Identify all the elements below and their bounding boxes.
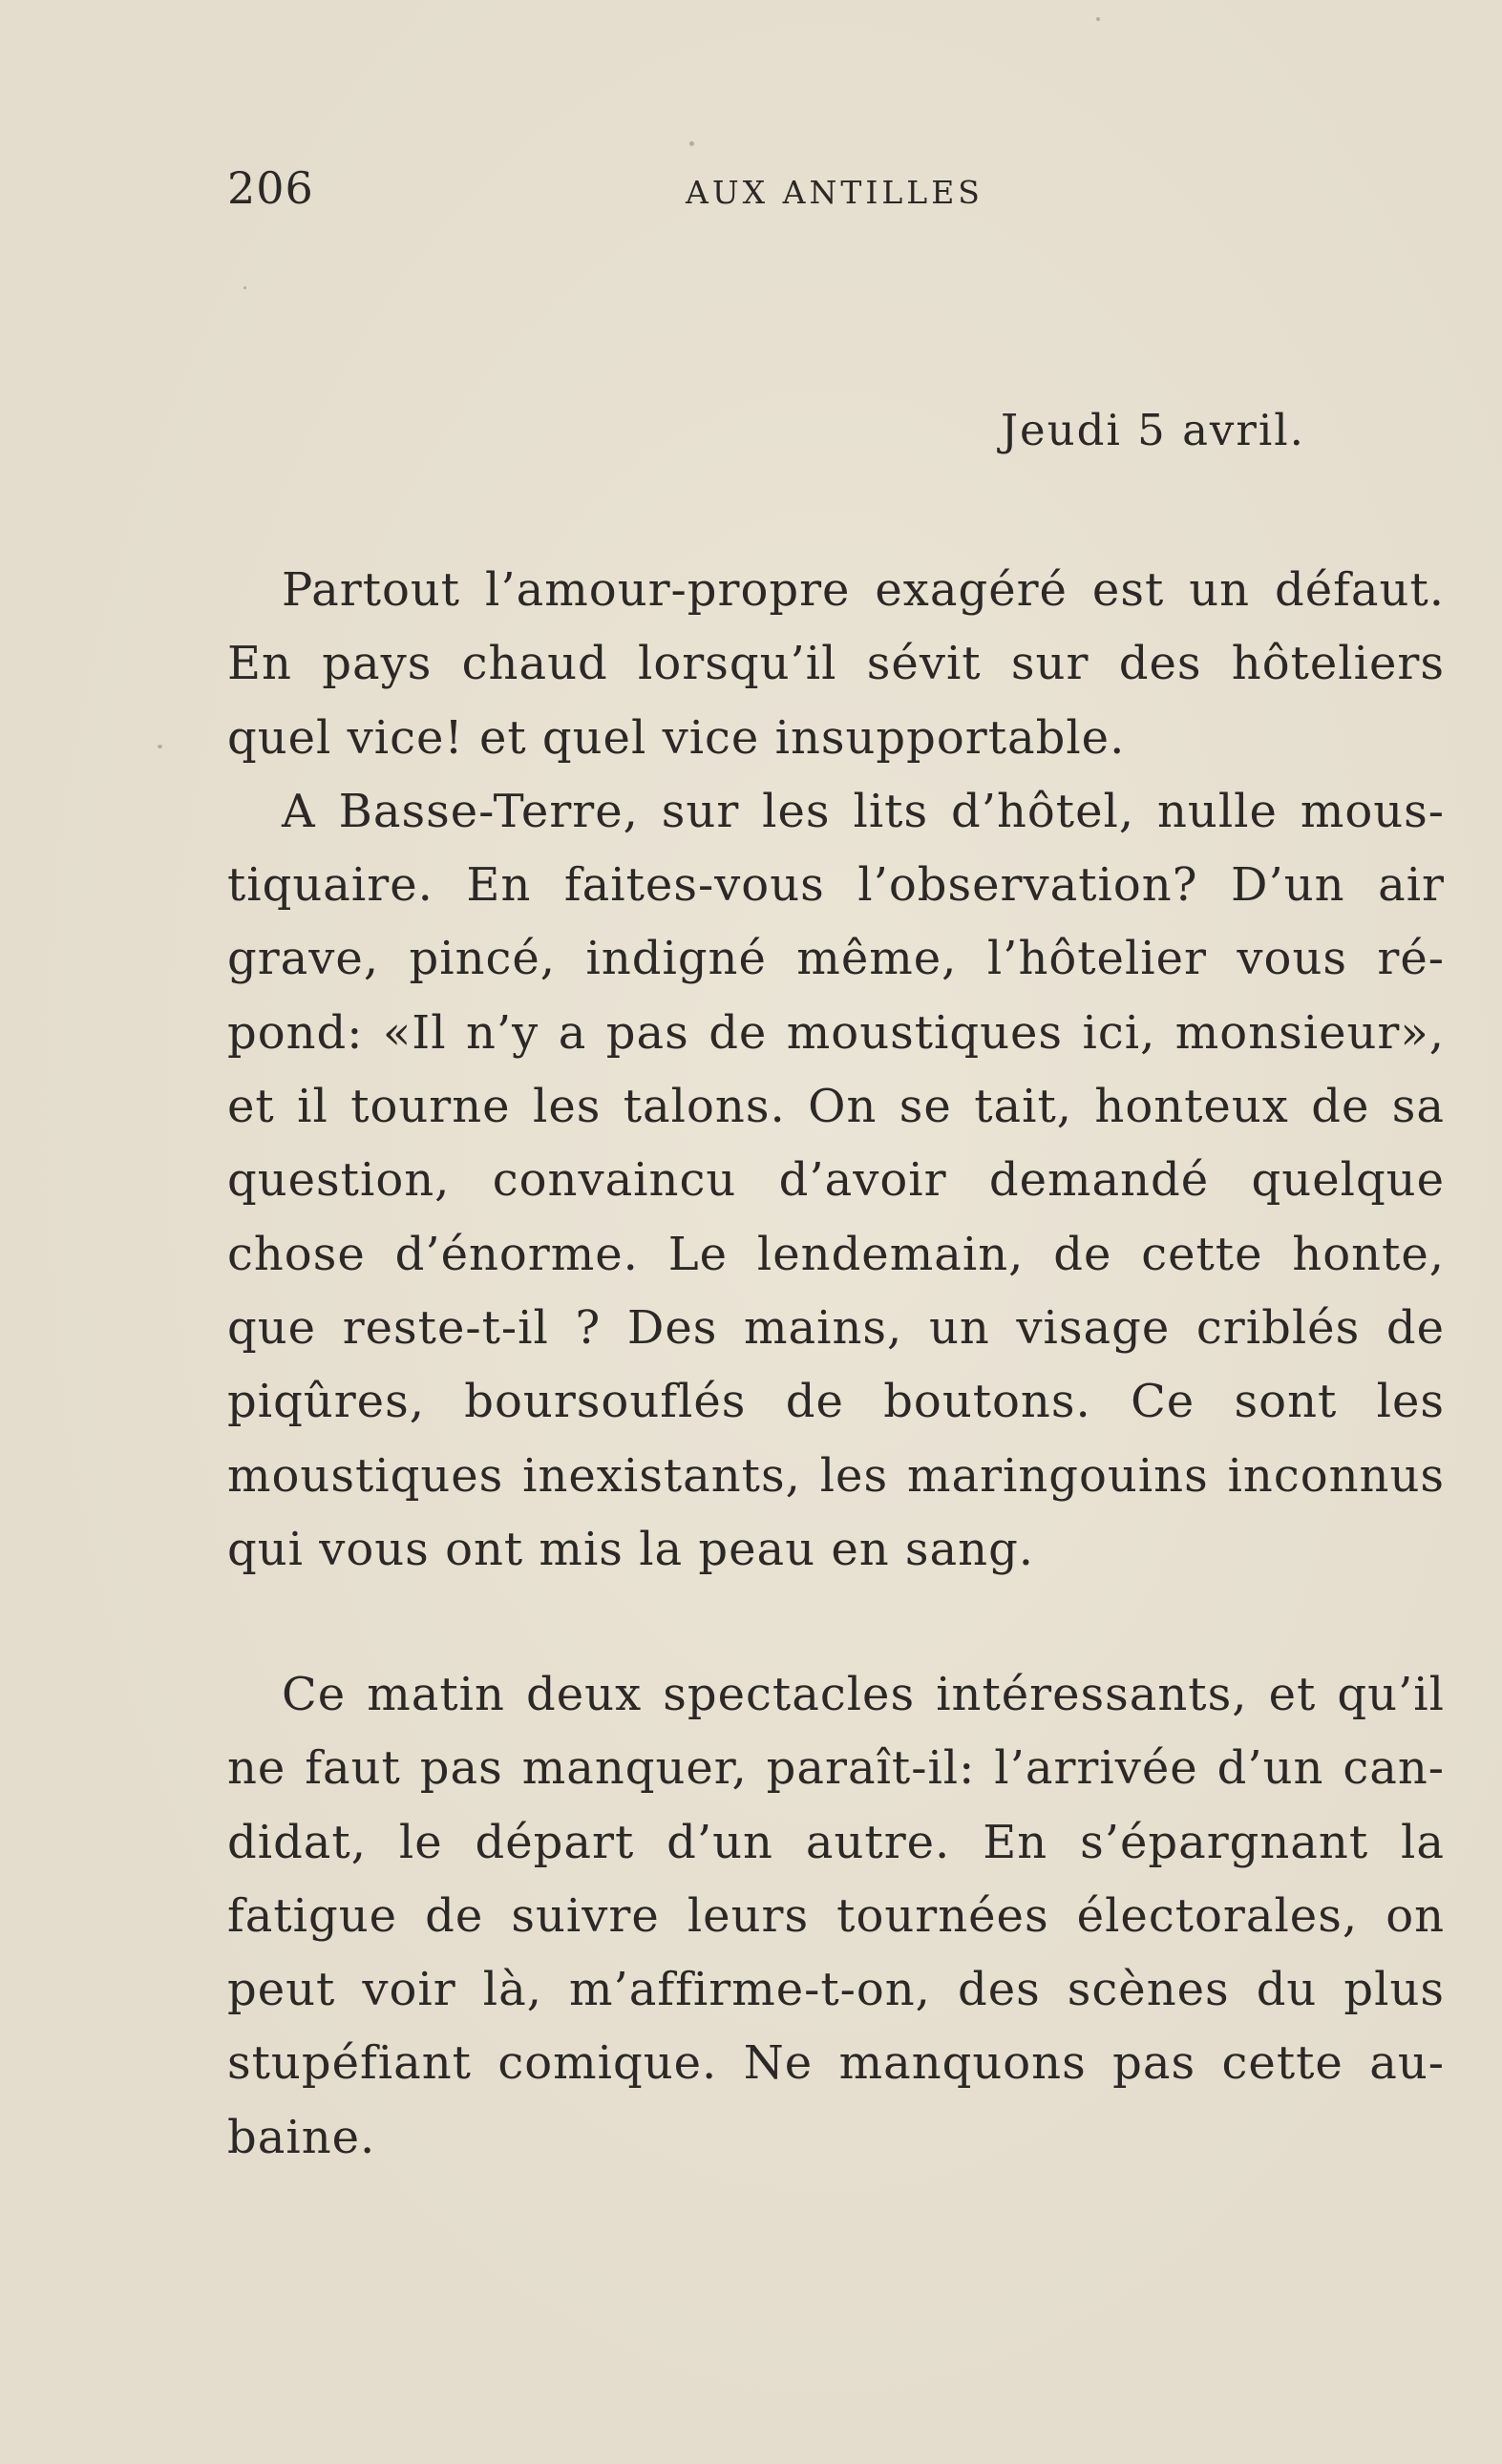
text-line: piqûres, boursouflés de boutons. Ce sont les	[227, 1375, 1445, 1429]
paper-speck	[689, 141, 694, 146]
text-line: Ce matin deux spectacles intéressants, et qu’il	[282, 1668, 1445, 1721]
text-line: Partout l’amour-propre exagéré est un défaut.	[282, 563, 1445, 617]
text-line: ne faut pas manquer, paraît-il: l’arrivée d’un can-	[227, 1741, 1445, 1796]
text-line: moustiques inexistants, les maringouins inconnus	[227, 1448, 1445, 1503]
text-line: stupéfiant comique. Ne manquons pas cette au-	[227, 2036, 1445, 2091]
text-line: baine.	[227, 2110, 376, 2164]
paper-speck	[1096, 17, 1100, 21]
text-line: question, convaincu d’avoir demandé quelque	[227, 1153, 1445, 1208]
text-line: qui vous ont mis la peau en sang.	[227, 1522, 1035, 1576]
dateline: Jeudi 5 avril.	[1001, 405, 1305, 455]
text-line: A Basse-Terre, sur les lits d’hôtel, nulle mous-	[282, 784, 1445, 838]
text-line: quel vice! et quel vice insupportable.	[227, 710, 1126, 765]
text-line: pond: «Il n’y a pas de moustiques ici, monsieur»,	[227, 1005, 1445, 1060]
text-line: chose d’énorme. Le lendemain, de cette honte,	[227, 1227, 1445, 1281]
text-line: que reste-t-il ? Des mains, un visage criblés de	[227, 1300, 1445, 1355]
text-line: fatigue de suivre leurs tournées électorales, on	[227, 1888, 1445, 1943]
running-title: AUX ANTILLES	[686, 174, 984, 211]
text-line: En pays chaud lorsqu’il sévit sur des hôteliers	[227, 637, 1445, 691]
paragraph-1	[227, 554, 1445, 1587]
page-number: 206	[227, 162, 314, 214]
text-line: peut voir là, m’affirme-t-on, des scènes du plus	[227, 1963, 1445, 2017]
running-head	[227, 162, 1289, 220]
text-line: grave, pincé, indigné même, l’hôtelier vous ré-	[227, 932, 1445, 986]
paper-speck	[158, 745, 162, 748]
text-line: tiquaire. En faites-vous l’observation? D’un air	[227, 858, 1445, 913]
text-line: didat, le départ d’un autre. En s’épargnant la	[227, 1815, 1445, 1869]
text-line: et il tourne les talons. On se tait, honteux de sa	[227, 1080, 1445, 1134]
paragraph-2	[227, 1658, 1445, 2175]
paper-speck	[243, 286, 246, 289]
